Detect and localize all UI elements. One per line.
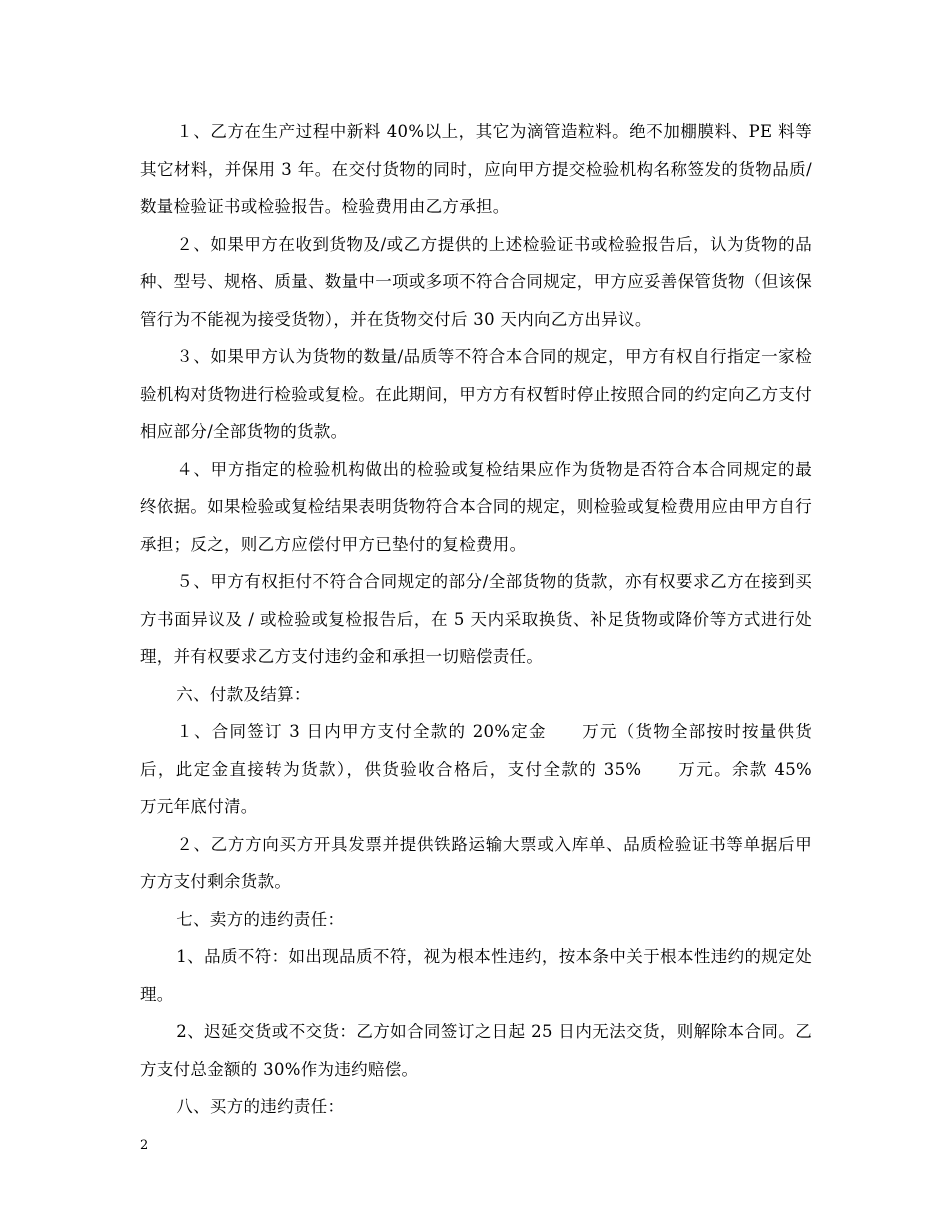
page-number: 2	[140, 1138, 149, 1153]
section-6-heading: 六、付款及结算：	[176, 684, 311, 704]
document-body	[140, 113, 846, 1126]
clause-4-inspection-result: ４、甲方指定的检验机构做出的检验或复检结果应作为货物是否符合本合同规定的最终依据。如果检验或复检结果表明货物符合本合同的规定，则检验或复检费用应由甲方自行承担；反之，则乙方应偿付甲方已垫付的复检费用。	[140, 459, 812, 554]
clause-5-refuse-payment: ５、甲方有权拒付不符合合同规定的部分/全部货物的货款，亦有权要求乙方在接到买方书面异议及 / 或检验或复检报告后，在 5 天内采取换货、补足货物或降价等方式进行处理，并有权要求乙方支付违约金和承担一切赔偿责任。	[140, 572, 812, 666]
section-7-heading: 七、卖方的违约责任：	[176, 909, 345, 929]
section-6-clause-2-invoice: ２、乙方方向买方开具发票并提供铁路运输大票或入库单、品质检验证书等单据后甲方方支付剩余货款。	[140, 834, 812, 891]
clause-1-quality-materials: １、乙方在生产过程中新料 40%以上，其它为滴管造粒料。绝不加棚膜料、PE 料等其它材料，并保用 3 年。在交付货物的同时，应向甲方提交检验机构名称签发的货物品质/数量检验证书或检验报告。检验费用由乙方承担。	[140, 122, 812, 216]
section-8-heading: 八、买方的违约责任：	[176, 1097, 345, 1116]
clause-3-inspection-right: ３、如果甲方认为货物的数量/品质等不符合本合同的规定，甲方有权自行指定一家检验机构对货物进行检验或复检。在此期间，甲方方有权暂时停止按照合同的约定向乙方支付相应部分/全部货物的货款。	[140, 347, 812, 441]
section-6-clause-1-deposit: １、合同签订 3 日内甲方支付全款的 20%定金 万元（货物全部按时按量供货后，此定金直接转为货款），供货验收合格后，支付全款的 35% 万元。余款 45% 万元年底付清。	[140, 722, 846, 816]
section-7-clause-1-quality: 1、品质不符：如出现品质不符，视为根本性违约，按本条中关于根本性违约的规定处理。	[140, 947, 812, 1004]
section-7-clause-2-delay: 2、迟延交货或不交货：乙方如合同签订之日起 25 日内无法交货，则解除本合同。乙方支付总金额的 30%作为违约赔偿。	[140, 1022, 812, 1079]
clause-2-objection-period: ２、如果甲方在收到货物及/或乙方提供的上述检验证书或检验报告后，认为货物的品种、型号、规格、质量、数量中一项或多项不符合合同规定，甲方应妥善保管货物（但该保管行为不能视为接受货物），并在货物交付后 30 天内向乙方出异议。	[140, 234, 812, 329]
